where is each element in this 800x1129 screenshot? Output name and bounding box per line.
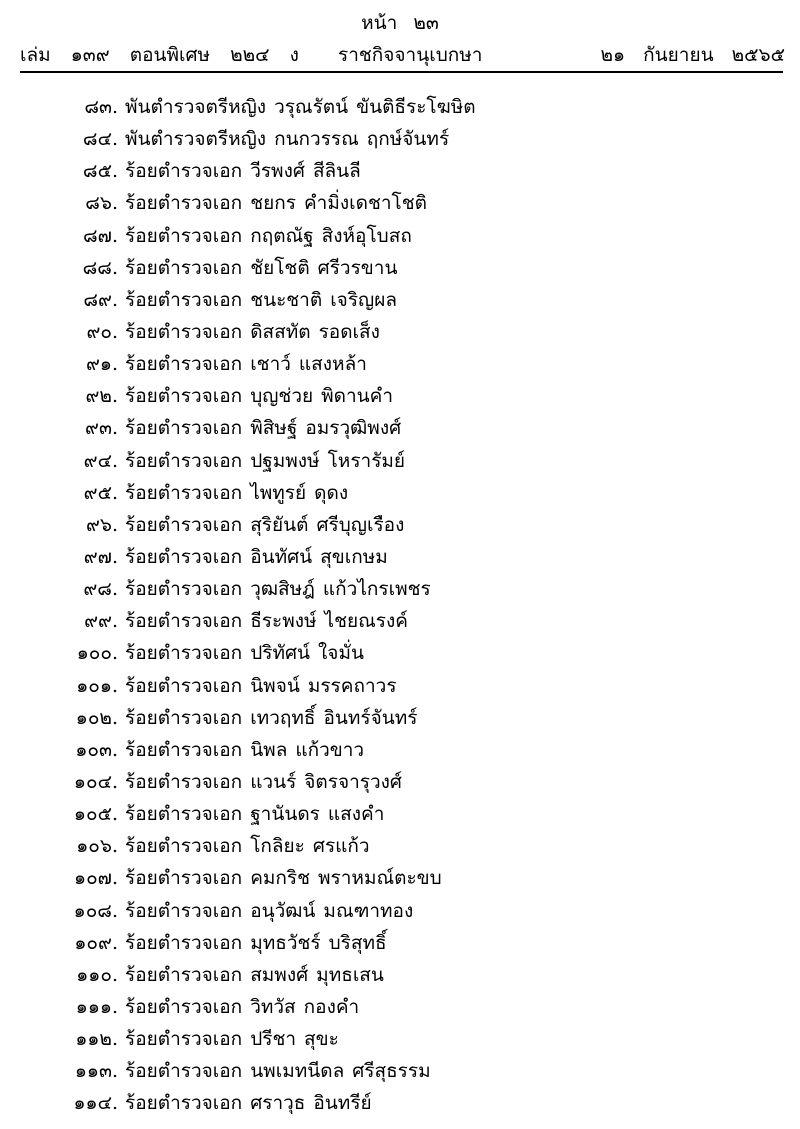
item-number: ๙๓. xyxy=(85,417,118,440)
item-first-name: วุฒสิษฎ์ xyxy=(250,578,315,601)
item-last-name: อมรวุฒิพงศ์ xyxy=(305,417,402,440)
item-first-name: เชาว์ xyxy=(250,353,291,376)
name-list xyxy=(0,92,800,1121)
item-first-name: คมกริช xyxy=(250,867,311,890)
item-last-name: ศรีสุธรรม xyxy=(352,1060,431,1083)
item-first-name: นพเมทนีดล xyxy=(250,1060,345,1083)
item-text xyxy=(125,413,401,443)
item-rank: ร้อยตำรวจเอก xyxy=(125,385,243,408)
item-last-name: แสงหล้า xyxy=(298,353,367,376)
item-first-name: ปริทัศน์ xyxy=(250,642,311,665)
item-text xyxy=(125,156,361,186)
item-text xyxy=(125,735,364,765)
item-text xyxy=(125,703,417,733)
list-item xyxy=(0,799,800,831)
item-number: ๘๙. xyxy=(83,288,118,311)
item-last-name: แสงคำ xyxy=(327,803,385,826)
item-number: ๑๑๔. xyxy=(73,1092,118,1115)
item-number: ๑๐๘. xyxy=(73,899,118,922)
item-last-name: โหรารัมย์ xyxy=(327,449,406,472)
item-last-name: ศรีวรขาน xyxy=(317,256,398,279)
item-first-name: ไพทูรย์ xyxy=(250,481,307,504)
item-number: ๙๘. xyxy=(83,578,118,601)
item-first-name: วรุณรัตน์ xyxy=(274,96,349,118)
item-last-name: สุขะ xyxy=(304,1028,339,1051)
item-number: ๘๔. xyxy=(82,128,118,151)
item-first-name: โกลิยะ xyxy=(250,835,305,858)
item-first-name: แวนร์ xyxy=(250,770,297,793)
list-item xyxy=(0,253,800,285)
item-number: ๑๐๐. xyxy=(76,642,118,665)
page-number xyxy=(0,8,800,38)
item-last-name: บริสุทธิ์ xyxy=(328,931,387,954)
item-rank: ร้อยตำรวจเอก xyxy=(125,995,243,1018)
list-item xyxy=(0,1056,800,1088)
item-last-name: พิดานคำ xyxy=(321,385,394,408)
item-rank: ร้อยตำรวจเอก xyxy=(125,1028,243,1051)
section-letter: ง xyxy=(289,44,299,66)
item-text xyxy=(125,285,397,315)
item-rank: ร้อยตำรวจเอก xyxy=(125,192,243,215)
item-first-name: นิพล xyxy=(250,738,288,761)
list-item xyxy=(0,188,800,220)
item-text xyxy=(125,863,442,893)
item-rank: ร้อยตำรวจเอก xyxy=(125,256,243,279)
item-rank: ร้อยตำรวจเอก xyxy=(125,481,243,504)
header-divider xyxy=(20,71,783,73)
item-number: ๙๔. xyxy=(83,449,118,472)
item-rank: ร้อยตำรวจเอก xyxy=(125,610,243,633)
item-first-name: ธีระพงษ์ xyxy=(250,610,317,633)
item-first-name: กฤตณัฐ xyxy=(250,224,314,247)
list-item xyxy=(0,863,800,895)
item-number: ๑๐๓. xyxy=(75,738,118,761)
section-label: ตอนพิเศษ xyxy=(129,44,211,66)
item-rank: ร้อยตำรวจเอก xyxy=(125,642,243,665)
item-rank: ร้อยตำรวจเอก xyxy=(125,320,243,343)
item-text xyxy=(125,574,431,604)
item-number: ๙๐. xyxy=(86,320,118,343)
gazette-header xyxy=(20,40,785,66)
list-item xyxy=(0,510,800,542)
item-number: ๑๐๕. xyxy=(73,803,118,826)
item-rank: ร้อยตำรวจเอก xyxy=(125,160,243,183)
item-last-name: มณฑาทอง xyxy=(323,899,414,922)
list-item xyxy=(0,735,800,767)
item-text xyxy=(125,253,397,283)
item-rank: ร้อยตำรวจเอก xyxy=(125,867,243,890)
item-number: ๑๐๙. xyxy=(74,931,118,954)
item-first-name: อินทัศน์ xyxy=(250,545,313,568)
item-first-name: ชนะชาติ xyxy=(250,288,323,311)
volume-section-info xyxy=(20,40,313,70)
list-item xyxy=(0,124,800,156)
list-item xyxy=(0,1024,800,1056)
item-number: ๑๐๖. xyxy=(76,835,118,858)
item-rank: ร้อยตำรวจเอก xyxy=(125,353,243,376)
list-item xyxy=(0,413,800,445)
section-number: ๒๒๔ xyxy=(230,44,270,66)
item-last-name: อินทรีย์ xyxy=(313,1092,372,1115)
list-item xyxy=(0,767,800,799)
item-text xyxy=(125,381,393,411)
item-last-name: ใจมั่น xyxy=(318,642,364,665)
list-item xyxy=(0,896,800,928)
item-text xyxy=(125,349,367,379)
item-number: ๑๐๑. xyxy=(76,674,118,697)
item-first-name: บุญช่วย xyxy=(250,385,314,408)
item-rank: ร้อยตำรวจเอก xyxy=(125,449,243,472)
item-last-name: สุขเกษม xyxy=(320,545,388,568)
item-text xyxy=(125,92,476,122)
list-item xyxy=(0,221,800,253)
item-text xyxy=(125,510,404,540)
item-last-name: กองคำ xyxy=(303,995,360,1018)
item-first-name: วิทวัส xyxy=(250,995,296,1018)
item-rank: ร้อยตำรวจเอก xyxy=(125,545,243,568)
item-last-name: อินทร์จันทร์ xyxy=(323,706,418,729)
item-last-name: มุทธเสน xyxy=(316,963,384,986)
item-text xyxy=(125,1056,431,1086)
volume-label: เล่ม xyxy=(20,44,51,66)
item-last-name: พราหมณ์ตะขบ xyxy=(318,867,442,890)
item-first-name: ชัยโชติ xyxy=(250,256,310,279)
item-first-name: พิสิษฐ์ xyxy=(250,417,298,440)
volume-number: ๑๓๙ xyxy=(70,44,110,66)
list-item xyxy=(0,285,800,317)
list-item xyxy=(0,671,800,703)
item-text xyxy=(125,446,405,476)
item-rank: ร้อยตำรวจเอก xyxy=(125,963,243,986)
item-first-name: นิพจน์ xyxy=(250,674,300,697)
item-last-name: ฤกษ์จันทร์ xyxy=(366,128,450,151)
list-item xyxy=(0,574,800,606)
item-first-name: ดิสสทัต xyxy=(250,320,311,343)
item-number: ๙๕. xyxy=(83,481,118,504)
item-first-name: ศราวุธ xyxy=(250,1092,306,1115)
item-number: ๑๐๒. xyxy=(75,706,118,729)
item-number: ๑๑๓. xyxy=(74,1060,118,1083)
item-number: ๑๑๒. xyxy=(75,1028,118,1051)
item-text xyxy=(125,221,412,251)
list-item xyxy=(0,1088,800,1120)
item-first-name: สมพงศ์ xyxy=(250,963,309,986)
list-item xyxy=(0,928,800,960)
item-first-name: ฐานันดร xyxy=(250,803,320,826)
item-rank: พันตำรวจตรีหญิง xyxy=(125,128,267,151)
item-text xyxy=(125,638,364,668)
item-number: ๙๒. xyxy=(85,385,118,408)
list-item xyxy=(0,478,800,510)
item-rank: พันตำรวจตรีหญิง xyxy=(125,96,267,118)
list-item xyxy=(0,92,800,124)
item-text xyxy=(125,671,397,701)
item-text xyxy=(125,960,384,990)
item-number: ๘๘. xyxy=(82,256,118,279)
item-first-name: สุริยันต์ xyxy=(250,513,309,536)
item-number: ๑๐๔. xyxy=(73,770,118,793)
item-number: ๙๑. xyxy=(85,353,118,376)
item-text xyxy=(125,478,348,508)
item-rank: ร้อยตำรวจเอก xyxy=(125,578,243,601)
item-last-name: ศรแก้ว xyxy=(312,835,370,858)
item-number: ๘๗. xyxy=(83,224,118,247)
list-item xyxy=(0,992,800,1024)
publication-date xyxy=(589,40,785,70)
item-last-name: รอดเส็ง xyxy=(318,320,380,343)
item-rank: ร้อยตำรวจเอก xyxy=(125,513,243,536)
item-first-name: มุทธวัชร์ xyxy=(250,931,321,954)
item-last-name: สิงห์อุโบสถ xyxy=(321,224,412,247)
list-item xyxy=(0,156,800,188)
list-item xyxy=(0,831,800,863)
item-number: ๘๖. xyxy=(85,192,118,215)
item-last-name: สีลินลี xyxy=(312,160,361,183)
item-number: ๘๕. xyxy=(82,160,118,183)
item-number: ๙๗. xyxy=(83,545,118,568)
item-number: ๑๑๑. xyxy=(75,995,118,1018)
item-first-name: เทวฤทธิ์ xyxy=(250,706,316,729)
item-text xyxy=(125,799,384,829)
item-rank: ร้อยตำรวจเอก xyxy=(125,899,243,922)
list-item xyxy=(0,349,800,381)
item-last-name: คำมิ่งเดชาโชติ xyxy=(303,192,427,215)
item-rank: ร้อยตำรวจเอก xyxy=(125,1092,243,1115)
item-rank: ร้อยตำรวจเอก xyxy=(125,770,243,793)
item-first-name: ปฐมพงษ์ xyxy=(250,449,320,472)
item-rank: ร้อยตำรวจเอก xyxy=(125,224,243,247)
item-last-name: ขันติธีระโฆษิต xyxy=(356,96,476,118)
list-item xyxy=(0,317,800,349)
item-text xyxy=(125,124,449,154)
item-text xyxy=(125,188,427,218)
item-text xyxy=(125,1088,372,1118)
item-number: ๙๙. xyxy=(84,610,118,633)
date-day: ๒๑ xyxy=(600,44,626,66)
item-rank: ร้อยตำรวจเอก xyxy=(125,288,243,311)
item-rank: ร้อยตำรวจเอก xyxy=(125,931,243,954)
item-rank: ร้อยตำรวจเอก xyxy=(125,738,243,761)
item-rank: ร้อยตำรวจเอก xyxy=(125,417,243,440)
page-number-value: ๒๓ xyxy=(413,12,439,34)
item-first-name: ปรีชา xyxy=(250,1028,297,1051)
item-text xyxy=(125,1024,339,1054)
item-first-name: วีรพงศ์ xyxy=(250,160,305,183)
date-year: ๒๕๖๕ xyxy=(731,44,785,66)
item-number: ๘๓. xyxy=(84,96,118,118)
list-item xyxy=(0,606,800,638)
item-text xyxy=(125,606,408,636)
list-item xyxy=(0,960,800,992)
item-rank: ร้อยตำรวจเอก xyxy=(125,674,243,697)
item-last-name: จิตรจารุวงศ์ xyxy=(304,770,402,793)
item-first-name: ชยกร xyxy=(250,192,296,215)
item-last-name: แก้วไกรเพชร xyxy=(322,578,431,601)
item-number: ๑๑๐. xyxy=(76,963,118,986)
item-rank: ร้อยตำรวจเอก xyxy=(125,835,243,858)
item-last-name: ดุดง xyxy=(314,481,349,504)
item-first-name: กนกวรรณ xyxy=(274,128,359,151)
item-last-name: ศรีบุญเรือง xyxy=(316,513,405,536)
item-text xyxy=(125,542,388,572)
item-number: ๙๖. xyxy=(85,513,118,536)
item-last-name: แก้วขาว xyxy=(295,738,365,761)
list-item xyxy=(0,446,800,478)
item-text xyxy=(125,896,413,926)
list-item xyxy=(0,381,800,413)
item-text xyxy=(125,767,402,797)
item-last-name: เจริญผล xyxy=(330,288,397,311)
item-first-name: อนุวัฒน์ xyxy=(250,899,316,922)
date-month: กันยายน xyxy=(643,44,714,66)
publication-title: ราชกิจจานุเบกษา xyxy=(338,44,483,66)
item-text xyxy=(125,317,380,347)
item-rank: ร้อยตำรวจเอก xyxy=(125,1060,243,1083)
item-text xyxy=(125,831,370,861)
item-rank: ร้อยตำรวจเอก xyxy=(125,803,243,826)
item-text xyxy=(125,928,387,958)
list-item xyxy=(0,638,800,670)
list-item xyxy=(0,703,800,735)
page-number-label: หน้า xyxy=(361,12,398,34)
item-last-name: มรรคถาวร xyxy=(307,674,397,697)
item-number: ๑๐๗. xyxy=(74,867,118,890)
item-last-name: ไชยณรงค์ xyxy=(324,610,408,633)
list-item xyxy=(0,542,800,574)
item-rank: ร้อยตำรวจเอก xyxy=(125,706,243,729)
item-text xyxy=(125,992,359,1022)
